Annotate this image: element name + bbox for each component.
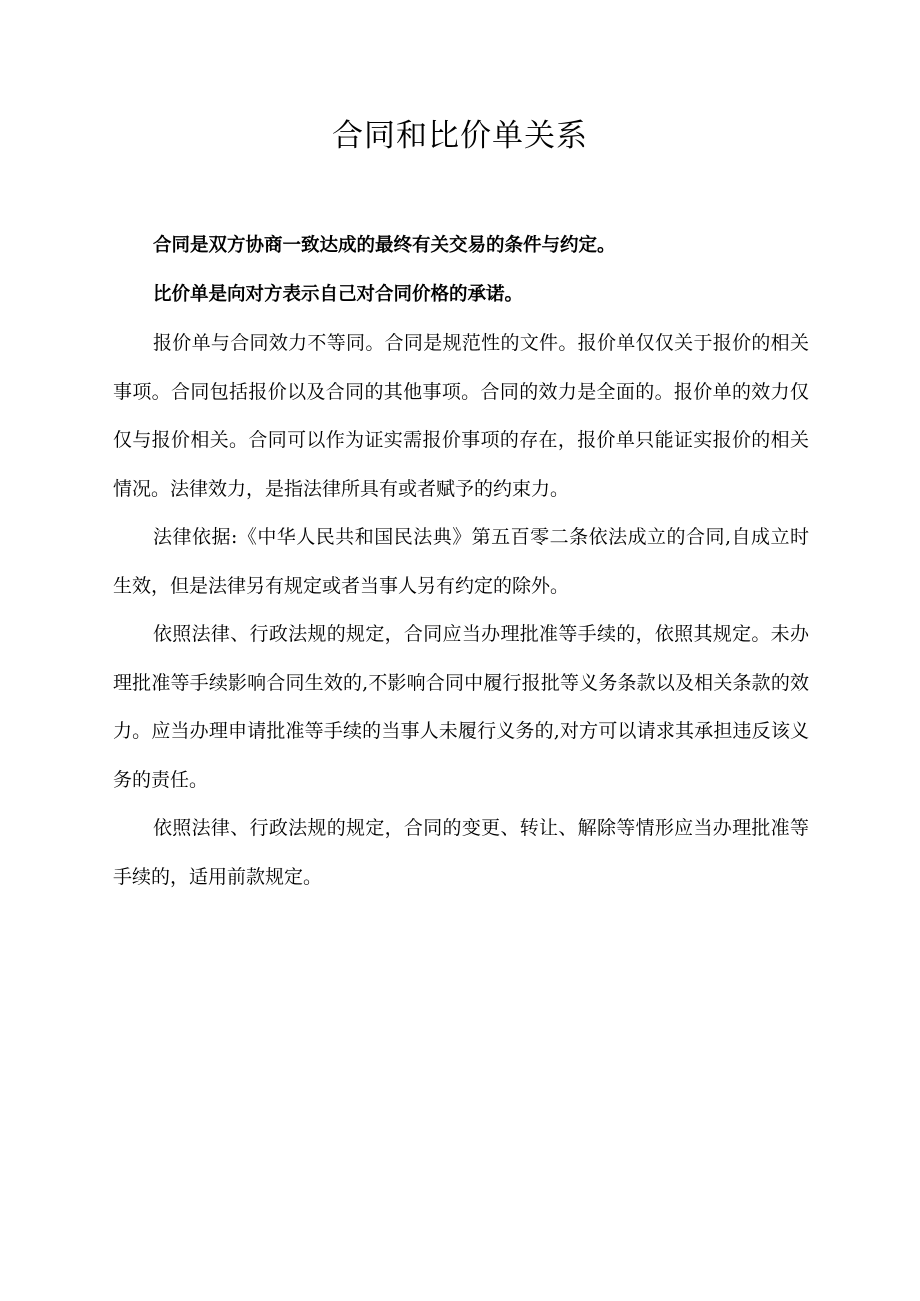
document-title: 合同和比价单关系 bbox=[332, 118, 588, 154]
document-body bbox=[113, 222, 809, 901]
paragraph-approval-procedures: 依照法律、行政法规的规定，合同应当办理批准等手续的，依照其规定。未办理批准等手续影响合同生效的,不影响合同中履行报批等义务条款以及相关条款的效力。应当办理申请批准等手续的当事人未履行义务的,对方可以请求其承担违反该义务的责任。 bbox=[113, 623, 809, 791]
paragraph-modification-rules: 依照法律、行政法规的规定，合同的变更、转让、解除等情形应当办理批准等手续的，适用前款规定。 bbox=[113, 817, 809, 888]
paragraph-legal-basis: 法律依据:《中华人民共和国民法典》第五百零二条依法成立的合同,自成立时生效，但是法律另有规定或者当事人另有约定的除外。 bbox=[113, 526, 809, 597]
paragraph-effect-comparison: 报价单与合同效力不等同。合同是规范性的文件。报价单仅仅关于报价的相关事项。合同包括报价以及合同的其他事项。合同的效力是全面的。报价单的效力仅仅与报价相关。合同可以作为证实需报价事项的存在，报价单只能证实报价的相关情况。法律效力，是指法律所具有或者赋予的约束力。 bbox=[113, 332, 809, 500]
paragraph-quotation-definition: 比价单是向对方表示自己对合同价格的承诺。 bbox=[153, 283, 524, 305]
paragraph-contract-definition: 合同是双方协商一致达成的最终有关交易的条件与约定。 bbox=[153, 235, 616, 256]
